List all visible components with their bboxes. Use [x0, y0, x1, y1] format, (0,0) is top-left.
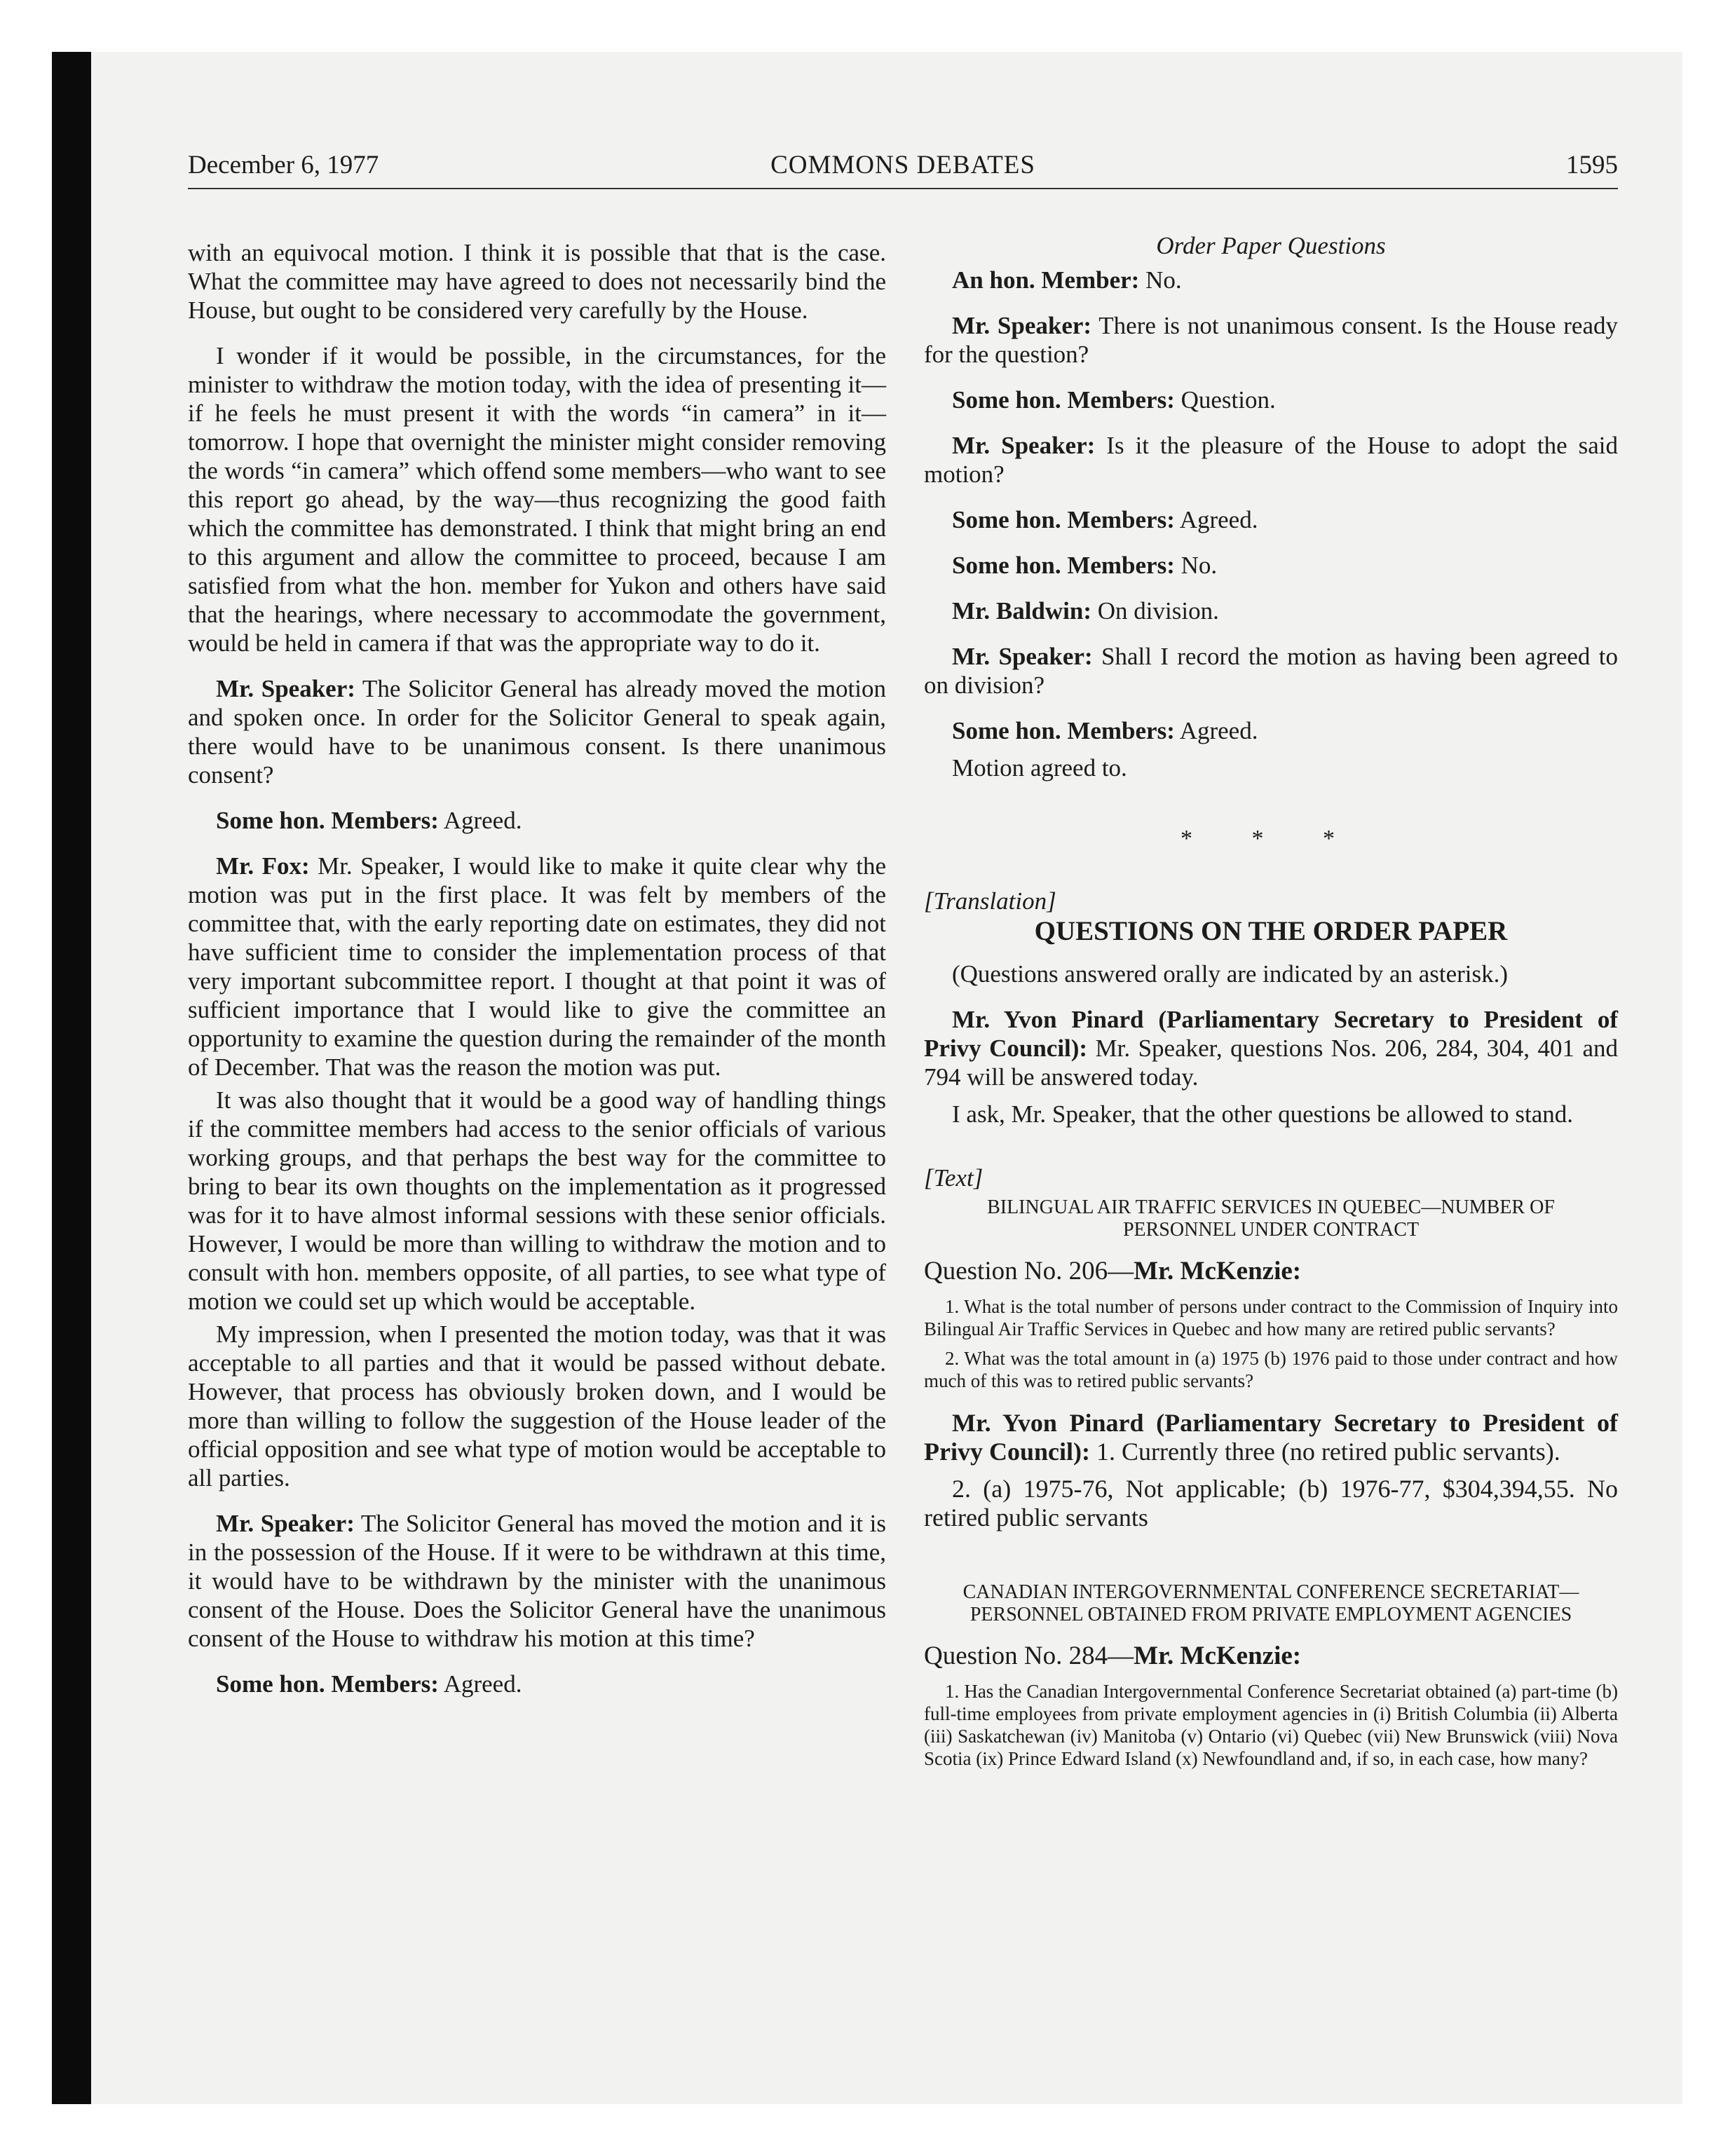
speaker-name: An hon. Member: [952, 266, 1140, 294]
speaker-name: Mr. Fox: [216, 852, 310, 880]
speech-paragraph [924, 642, 1618, 700]
speaker-name: Mr. Speaker: [952, 643, 1093, 670]
speaker-name: Mr. Speaker: [952, 432, 1096, 459]
speech-paragraph [924, 1005, 1618, 1091]
question-subheading: BILINGUAL AIR TRAFFIC SERVICES IN QUEBEC—NUMBER OF PERSONNEL UNDER CONTRACT [987, 1196, 1555, 1241]
speech-text: Mr. Speaker, questions Nos. 206, 284, 304, 401 and 794 will be answered today. [924, 1035, 1618, 1091]
speech-text: Agreed. [1174, 717, 1258, 744]
section-note: (Questions answered orally are indicated by an asterisk.) [952, 960, 1509, 988]
speaker-name: Mr. Baldwin: [952, 597, 1092, 625]
left-column [188, 238, 886, 1698]
paragraph: I ask, Mr. Speaker, that the other questions be allowed to stand. [952, 1100, 1574, 1128]
section-heading: QUESTIONS ON THE ORDER PAPER [1034, 916, 1508, 946]
speech-text: Shall I record the motion as having been agreed to on division? [924, 643, 1619, 699]
answer-paragraph: 2. (a) 1975-76, Not applicable; (b) 1976-77, $304,394,55. No retired public servants [924, 1475, 1618, 1531]
question-label: Question No. 206— [924, 1257, 1134, 1285]
paragraph: Motion agreed to. [952, 754, 1127, 782]
text-tag: [Text] [924, 1164, 984, 1192]
speech-text: 1. Currently three (no retired public servants). [1089, 1438, 1560, 1466]
speech-text: The Solicitor General has moved the motion and it is in the possession of the House. If it were to be withdrawn at this time, it would have to be withdrawn by the minister with the unanimous consent of the House. Does the Solicitor General have the unanimous consent of the House to withdraw his motion at this time? [188, 1510, 887, 1652]
speaker-name: Some hon. Members: [952, 552, 1175, 579]
binding-edge [52, 52, 91, 2104]
speech-paragraph [924, 551, 1618, 580]
speech-paragraph [188, 1509, 886, 1653]
question-number [924, 1642, 1618, 1670]
question-asker: Mr. McKenzie: [1134, 1642, 1302, 1670]
answer-paragraph [924, 1409, 1618, 1466]
question-label: Question No. 284— [924, 1642, 1134, 1670]
speaker-name: Mr. Speaker: [216, 1510, 355, 1537]
speech-paragraph [188, 1670, 886, 1698]
speaker-name: Some hon. Members: [952, 506, 1175, 533]
right-column [924, 231, 1618, 1777]
speech-paragraph [188, 806, 886, 835]
speech-text: Mr. Speaker, I would like to make it quite clear why the motion was put in the first place. It was felt by members of the committee that, with the early reporting date on estimates, they did not have sufficient time to consider the implementation process of that very important subcommittee report. I thought at that point it was of sufficient importance that I would like to give the committee an opportunity to examine the question during the remainder of the month of December. That was the reason the motion was put. [188, 852, 886, 1081]
speaker-name: Mr. Yvon Pinard (Parliamentary Secretary to President of Privy Council): [924, 1409, 1618, 1466]
speaker-name: Some hon. Members: [952, 386, 1175, 414]
question-body [924, 1680, 1618, 1770]
speech-text: Question. [1174, 386, 1276, 414]
question-item: 1. Has the Canadian Intergovernmental Conference Secretariat obtained (a) part-time (b) full-time employees from private employment agencies in (i) British Columbia (ii) Alberta (iii) Saskatchewan (iv) Manitoba (v) Ontario (vi) Quebec (vii) New Brunswick (viii) Nova Scotia (ix) Prince Edward Island (x) Newfoundland and, if so, in each case, how many? [924, 1681, 1618, 1769]
speech-paragraph [924, 716, 1618, 745]
question-body [924, 1295, 1618, 1392]
speech-paragraph [924, 386, 1618, 414]
speech-text: No. [1139, 266, 1182, 294]
speech-paragraph [188, 852, 886, 1082]
paragraph: with an equivocal motion. I think it is possible that that is the case. What the committee may have agreed to does not necessarily bind the House, but ought to be considered very carefully by the House. [188, 239, 886, 324]
question-subheading: CANADIAN INTERGOVERNMENTAL CONFERENCE SECRETARIAT—PERSONNEL OBTAINED FROM PRIVATE EMPLOYMENT AGENCIES [962, 1581, 1579, 1625]
page-number: 1595 [1566, 151, 1618, 179]
speaker-name: Mr. Speaker: [952, 312, 1092, 339]
question-item: 1. What is the total number of persons under contract to the Commission of Inquiry into Bilingual Air Traffic Services in Quebec and how many are retired public servants? [924, 1296, 1618, 1339]
speech-text: Agreed. [438, 807, 522, 834]
speech-text: On division. [1091, 597, 1219, 625]
speech-text: Is it the pleasure of the House to adopt the said motion? [924, 432, 1618, 488]
speech-paragraph [188, 674, 886, 789]
speech-paragraph [924, 431, 1618, 489]
running-head: Order Paper Questions [1156, 232, 1386, 259]
translation-tag: [Translation] [924, 887, 1056, 915]
speaker-name: Some hon. Members: [216, 1670, 439, 1698]
header-date: December 6, 1977 [188, 151, 379, 179]
speaker-name: Some hon. Members: [952, 717, 1175, 744]
speech-paragraph [924, 596, 1618, 625]
question-number [924, 1257, 1618, 1285]
section-separator: * * * [1181, 826, 1361, 852]
speech-text: The Solicitor General has already moved the motion and spoken once. In order for the Solicitor General to speak again, there would have to be unanimous consent. Is there unanimous consent? [188, 675, 887, 789]
question-item: 2. What was the total amount in (a) 1975 (b) 1976 paid to those under contract and how much of this was to retired public servants? [924, 1348, 1618, 1391]
speech-text: Agreed. [438, 1670, 522, 1698]
speech-paragraph [924, 266, 1618, 294]
speech-text: No. [1174, 552, 1218, 579]
question-asker: Mr. McKenzie: [1134, 1257, 1302, 1285]
paragraph: It was also thought that it would be a good way of handling things if the committee members had access to the senior officials of various working groups, and that perhaps the best way for the committee to bring to bear its own thoughts on the implementation as it progressed was for it to have almost informal sessions with these senior officials. However, I would be more than willing to withdraw the motion and to consult with hon. members opposite, of all parties, to see what type of motion we could set up which would be acceptable. [188, 1086, 886, 1315]
speech-text: Agreed. [1174, 506, 1258, 533]
paragraph: I wonder if it would be possible, in the circumstances, for the minister to withdraw the motion today, with the idea of presenting it—if he feels he must present it with the words “in camera” in it—tomorrow. I hope that overnight the minister might consider removing the words “in camera” which offend some members—who want to see this report go ahead, by the way—thus recognizing the good faith which the committee has demonstrated. I think that might bring an end to this argument and allow the committee to proceed, because I am satisfied from what the hon. member for Yukon and others have said that the hearings, where necessary to accommodate the government, would be held in camera if that was the appropriate way to do it. [188, 342, 886, 657]
speech-paragraph [924, 505, 1618, 534]
header-title: COMMONS DEBATES [770, 151, 1035, 179]
paragraph: My impression, when I presented the motion today, was that it was acceptable to all parties and that it would be passed without debate. However, that process has obviously broken down, and I would be more than willing to follow the suggestion of the House leader of the official opposition and see what type of motion would be acceptable to all parties. [188, 1321, 886, 1492]
page-header [188, 144, 1618, 189]
speech-text: There is not unanimous consent. Is the House ready for the question? [924, 312, 1619, 368]
speech-paragraph [924, 311, 1618, 369]
speaker-name: Some hon. Members: [216, 807, 439, 834]
speaker-name: Mr. Yvon Pinard (Parliamentary Secretary to President of Privy Council): [924, 1006, 1618, 1062]
speaker-name: Mr. Speaker: [216, 675, 355, 702]
